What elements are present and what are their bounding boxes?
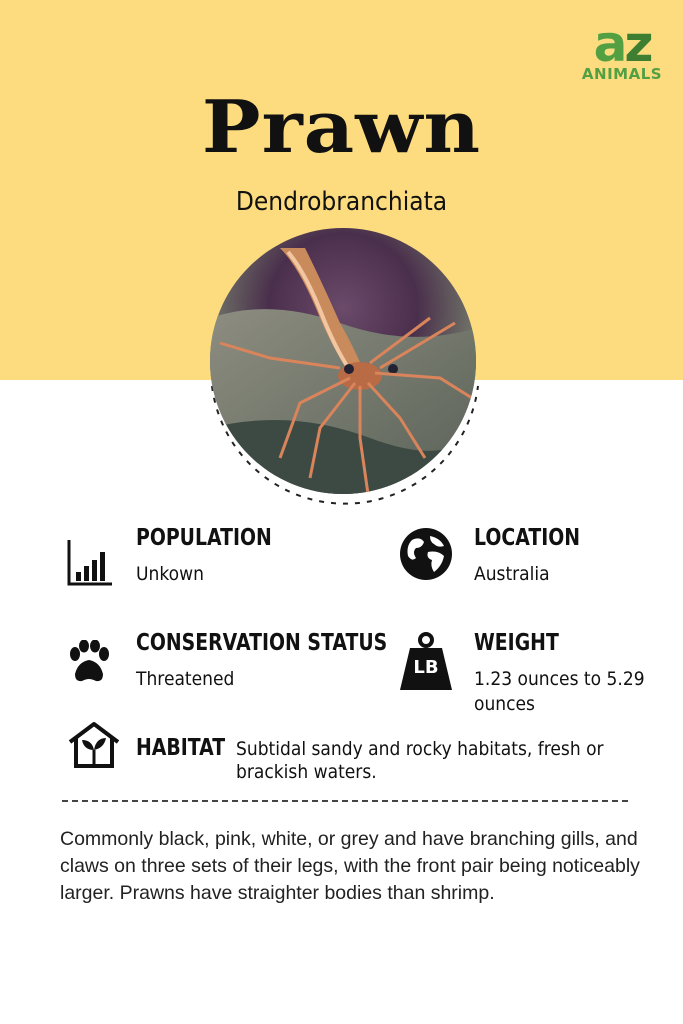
bar-chart-icon <box>66 538 114 586</box>
logo-wordmark: ANIMALS <box>581 65 663 83</box>
logo-z: z <box>624 15 651 73</box>
habitat-label: HABITAT <box>136 735 226 761</box>
scientific-name: Dendrobranchiata <box>235 187 448 217</box>
paw-icon <box>66 640 112 684</box>
logo-mark <box>576 15 668 73</box>
section-divider <box>62 800 628 802</box>
page-title: Prawn <box>201 85 482 170</box>
logo-a: a <box>593 15 625 73</box>
az-animals-logo[interactable] <box>576 15 668 88</box>
conservation-status-label: CONSERVATION STATUS <box>136 630 388 656</box>
population-value: Unkown <box>136 563 204 585</box>
house-plant-icon <box>66 720 122 768</box>
population-label: POPULATION <box>136 525 272 551</box>
weight-value-line1: 1.23 ounces to 5.29 <box>474 668 645 690</box>
location-value: Australia <box>474 563 550 585</box>
description-text: Commonly black, pink, white, or grey and have branching gills, and claws on three sets of their legs, with the front pair being noticeably larger. Prawns have straighter bodies than shrimp. <box>60 828 640 904</box>
weight-icon-text: LB <box>413 657 439 678</box>
prawn-illustration <box>210 228 476 494</box>
weight-label: WEIGHT <box>474 630 559 656</box>
globe-icon <box>398 526 454 582</box>
weight-value-line2: ounces <box>474 693 535 715</box>
prawn-photo <box>210 228 476 494</box>
conservation-status-value: Threatened <box>136 668 235 690</box>
habitat-value-line2: brackish waters. <box>236 761 377 783</box>
weight-icon <box>398 632 454 692</box>
location-label: LOCATION <box>474 525 581 551</box>
habitat-value-line1: Subtidal sandy and rocky habitats, fresh or <box>236 738 604 760</box>
